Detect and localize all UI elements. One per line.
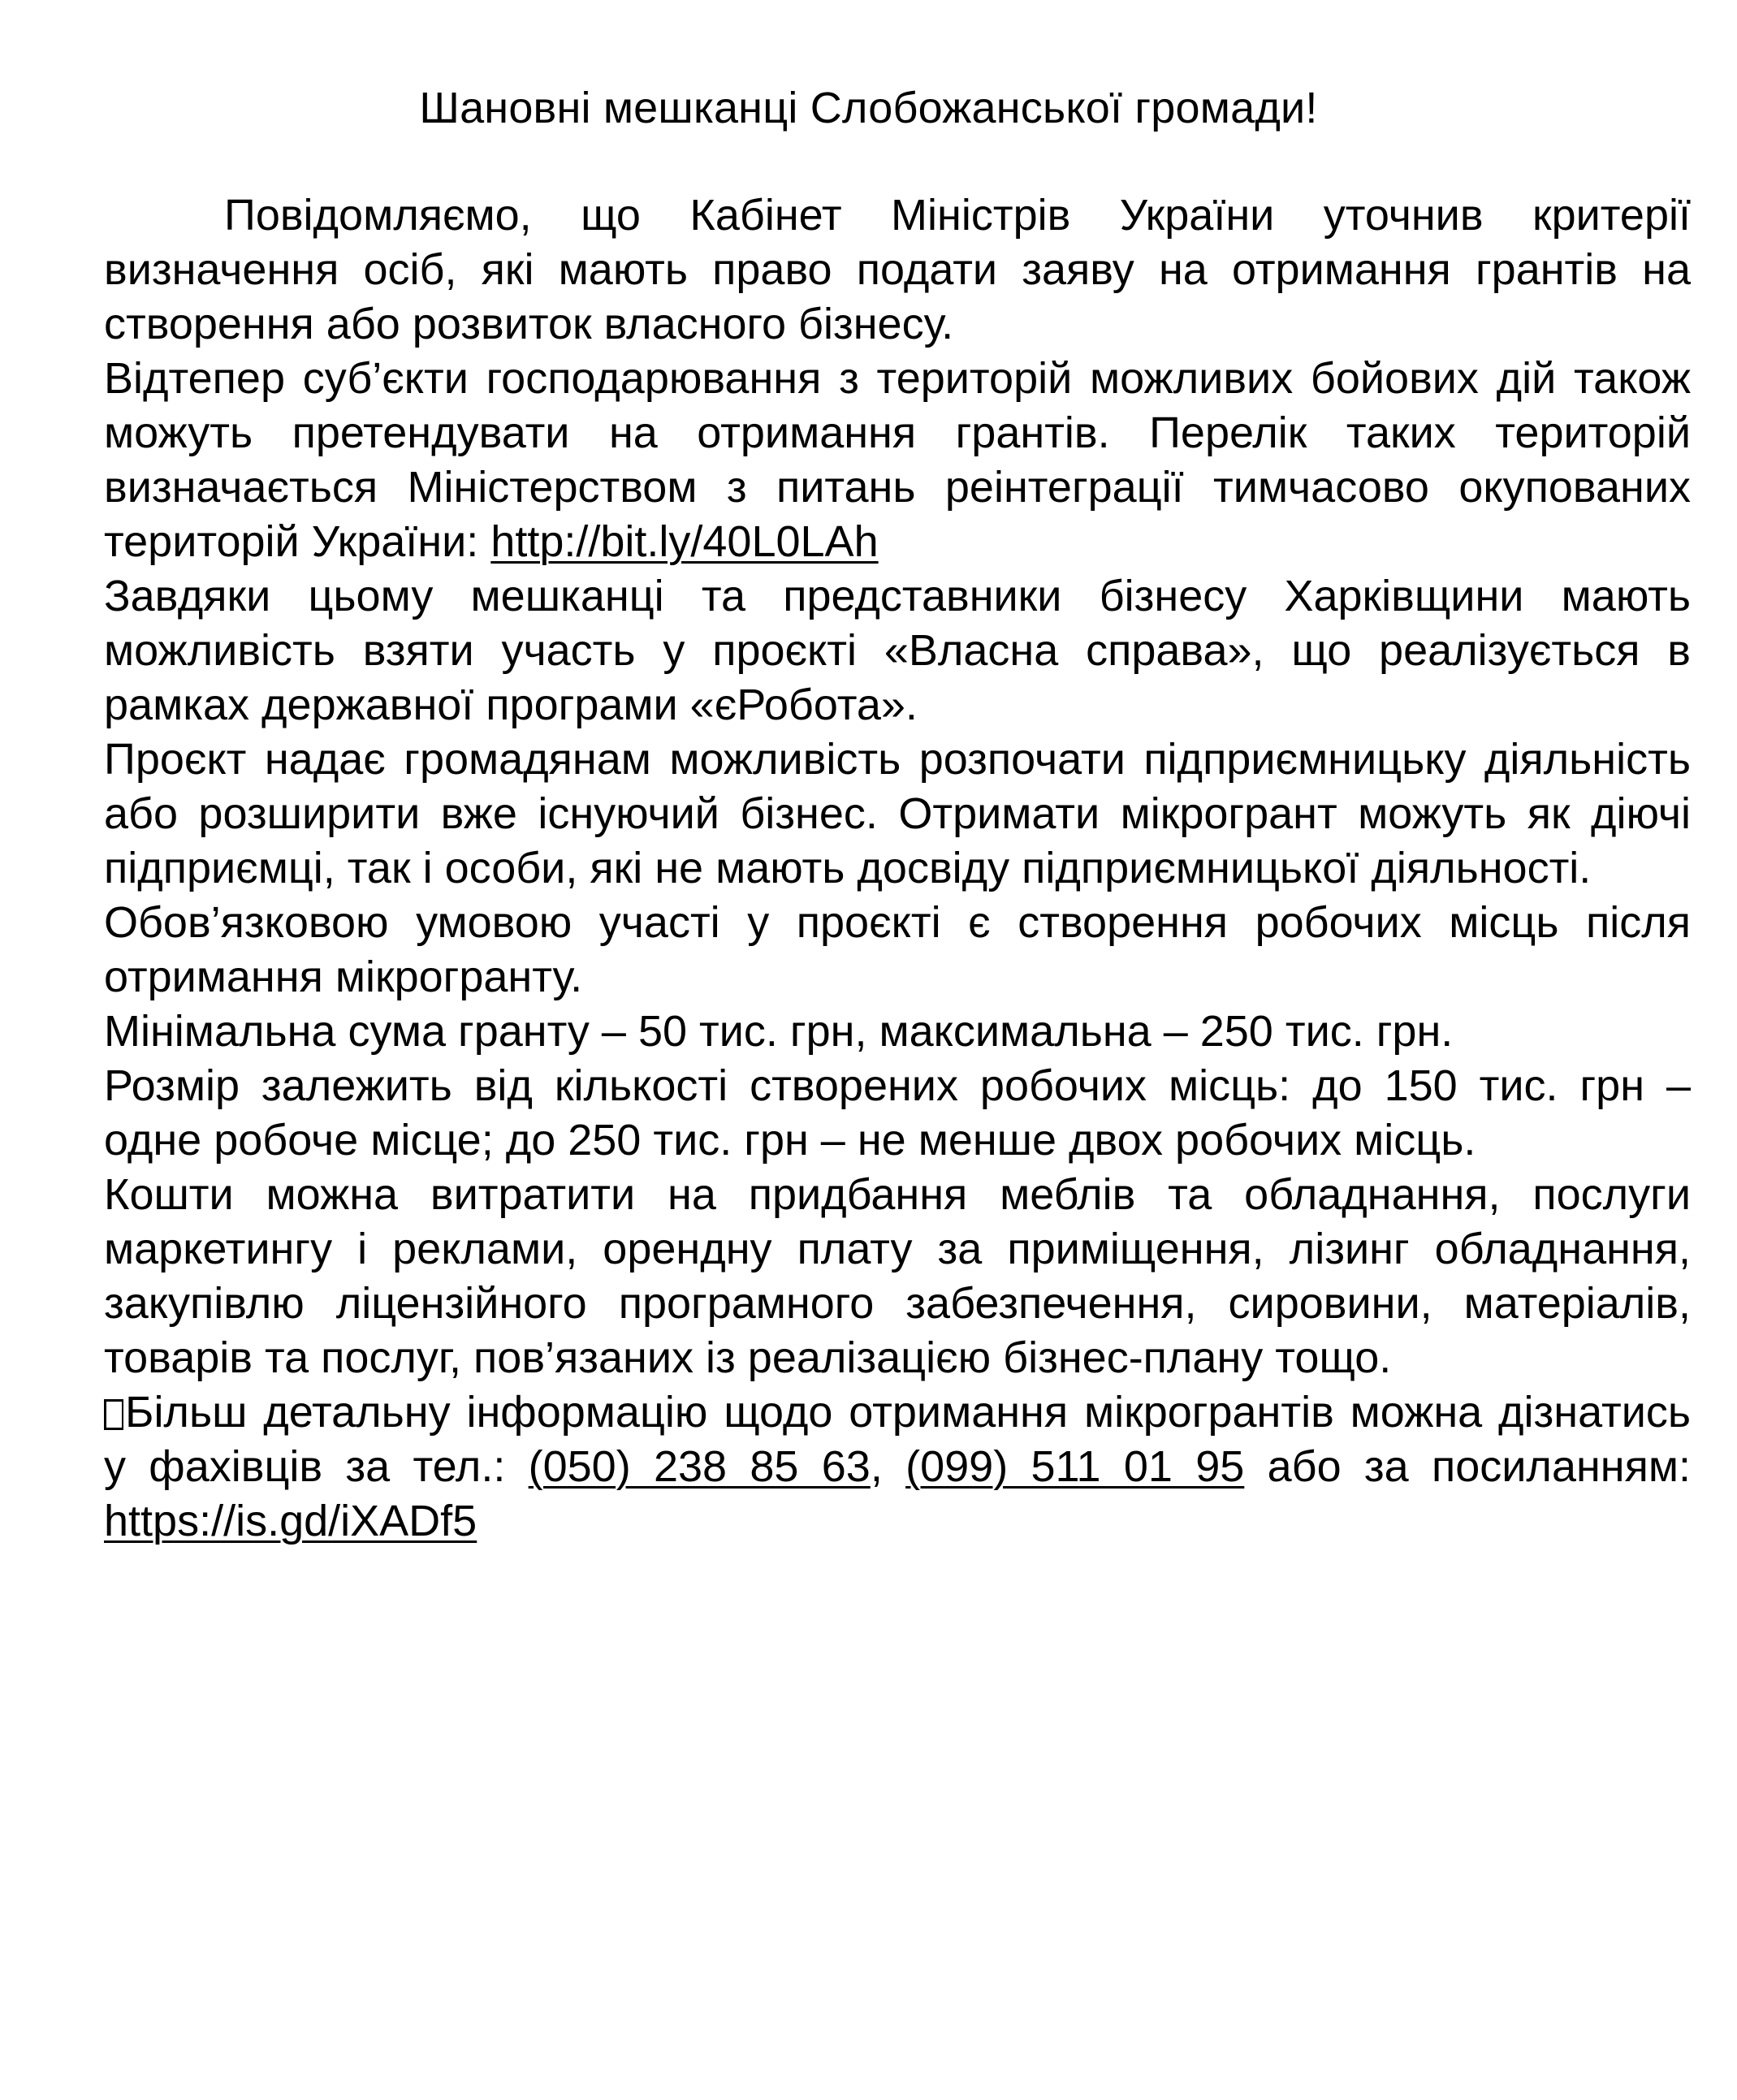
paragraph-contacts bbox=[104, 1385, 1691, 1549]
paragraph-amount: Мінімальна сума гранту – 50 тис. грн, максимальна – 250 тис. грн. bbox=[104, 1007, 1454, 1056]
paragraph-territories bbox=[104, 352, 1691, 569]
paragraph-contacts-text-a: Більш детальну інформацію щодо отримання мікрогрантів можна дізнатись у фахівців за тел.: bbox=[104, 1388, 1691, 1491]
territories-link[interactable]: http://bit.ly/40L0LAh bbox=[490, 517, 879, 566]
phone-separator: , bbox=[870, 1442, 906, 1491]
paragraph-contacts-text-b: або за посиланням: bbox=[1244, 1442, 1691, 1491]
paragraph-spending: Кошти можна витратити на придбання меблів та обладнання, послуги маркетингу і реклами, орендну плату за приміщення, лізинг обладнання, закупівлю ліцензійного програмного забезпечення, сировини, матеріалів, товарів та послуг, пов’язаних із реалізацією бізнес-плану тощо. bbox=[104, 1170, 1691, 1382]
info-link[interactable]: https://is.gd/iXADf5 bbox=[104, 1497, 477, 1545]
paragraph-condition: Обов’язковою умовою участі у проєкті є створення робочих місць після отримання мікрогранту. bbox=[104, 898, 1691, 1001]
paragraph-opportunity: Проєкт надає громадянам можливість розпочати підприємницьку діяльність або розширити вже існуючий бізнес. Отримати мікрогрант можуть як діючі підприємці, так і особи, які не мають досвіду підприємницької діяльності. bbox=[104, 735, 1691, 892]
paragraph-project: Завдяки цьому мешканці та представники бізнесу Харківщини мають можливість взяти участь у проєкті «Власна справа», що реалізується в рамках державної програми «єРобота». bbox=[104, 572, 1691, 729]
document-body bbox=[104, 188, 1691, 1549]
document-title: Шановні мешканці Слобожанської громади! bbox=[419, 84, 1318, 132]
paragraph-intro: Повідомляємо, що Кабінет Міністрів України уточнив критерії визначення осіб, які мають право подати заяву на отримання грантів на створення або розвиток власного бізнесу. bbox=[104, 191, 1691, 348]
phone-link-2[interactable]: (099) 511 01 95 bbox=[905, 1442, 1245, 1491]
paragraph-territories-text: Відтепер суб’єкти господарювання з територій можливих бойових дій також можуть претендувати на отримання грантів. Перелік таких територій визначається Міністерством з питань реінтеграції тимчасово окупованих територій України: bbox=[104, 354, 1691, 566]
paragraph-size: Розмір залежить від кількості створених робочих місць: до 150 тис. грн – одне робоче місце; до 250 тис. грн – не менше двох робочих місць. bbox=[104, 1061, 1691, 1165]
checkbox-glyph-icon bbox=[104, 1399, 123, 1430]
phone-link-1[interactable]: (050) 238 85 63 bbox=[528, 1442, 871, 1491]
